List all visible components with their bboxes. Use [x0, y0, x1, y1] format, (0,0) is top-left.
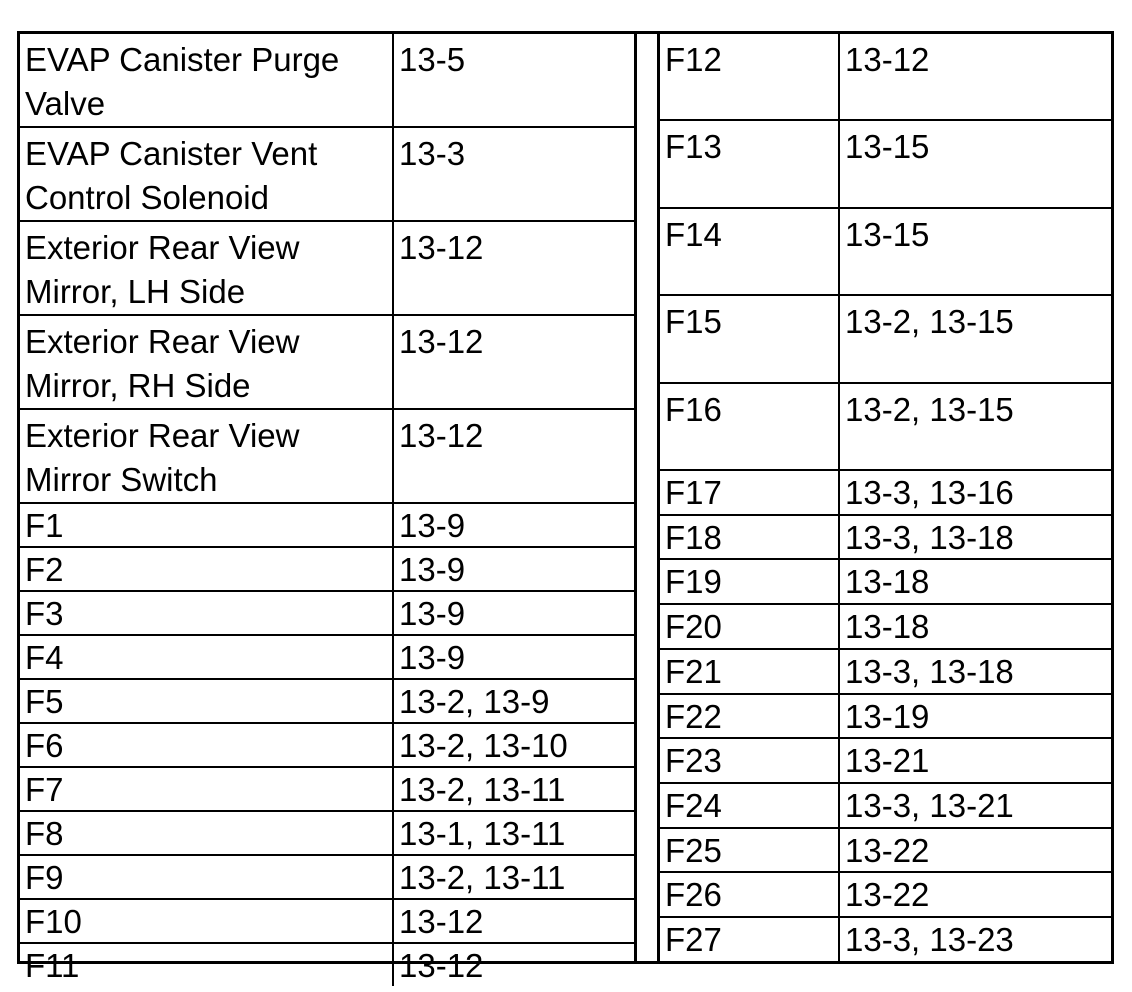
page-reference-cell: 13-15: [839, 208, 1111, 295]
table-row: [660, 120, 1111, 207]
component-name-cell: F26: [660, 872, 839, 917]
component-name-cell: F13: [660, 120, 839, 207]
table-row: [20, 855, 634, 899]
component-name-cell: F22: [660, 694, 839, 739]
table-row: [20, 127, 634, 221]
page-reference-cell: 13-5: [393, 34, 634, 127]
page-reference-cell: 13-2, 13-10: [393, 723, 634, 767]
component-name-cell: Exterior Rear View Mirror, RH Side: [20, 315, 393, 409]
component-name-cell: F19: [660, 559, 839, 604]
table-row: [660, 783, 1111, 828]
left-column-table: [20, 34, 634, 984]
page-reference-cell: 13-12: [839, 34, 1111, 120]
table-row: [660, 604, 1111, 649]
component-name-cell: F18: [660, 515, 839, 560]
component-name-cell: F6: [20, 723, 393, 767]
table-row: [20, 723, 634, 767]
page-reference-cell: 13-3, 13-23: [839, 917, 1111, 961]
table-row: [660, 515, 1111, 560]
page-reference-cell: 13-9: [393, 591, 634, 635]
component-name-cell: F4: [20, 635, 393, 679]
component-name-cell: F7: [20, 767, 393, 811]
page-reference-cell: 13-3, 13-18: [839, 649, 1111, 694]
table-row: [20, 34, 634, 127]
component-name-cell: F20: [660, 604, 839, 649]
component-name-cell: EVAP Canister Vent Control Solenoid: [20, 127, 393, 221]
component-name-cell: Exterior Rear View Mirror Switch: [20, 409, 393, 503]
page-reference-cell: 13-3, 13-16: [839, 470, 1111, 515]
table-row: [20, 503, 634, 547]
page-reference-cell: 13-12: [393, 943, 634, 986]
table-row: [20, 811, 634, 855]
table-row: [660, 649, 1111, 694]
page-reference-cell: 13-18: [839, 559, 1111, 604]
page-reference-cell: 13-3, 13-21: [839, 783, 1111, 828]
table-row: [660, 559, 1111, 604]
index-table: [17, 31, 1114, 984]
table-row: [660, 917, 1111, 961]
page-reference-cell: 13-19: [839, 694, 1111, 739]
table-row: [660, 208, 1111, 295]
component-name-cell: F2: [20, 547, 393, 591]
component-name-cell: F10: [20, 899, 393, 943]
component-name-cell: F5: [20, 679, 393, 723]
component-name-cell: F15: [660, 295, 839, 382]
page-reference-cell: 13-22: [839, 828, 1111, 873]
table-row: [20, 409, 634, 503]
left-table: [20, 34, 634, 986]
page-reference-cell: 13-22: [839, 872, 1111, 917]
page-reference-cell: 13-9: [393, 547, 634, 591]
component-name-cell: Exterior Rear View Mirror, LH Side: [20, 221, 393, 315]
component-name-cell: F3: [20, 591, 393, 635]
page-reference-cell: 13-2, 13-15: [839, 295, 1111, 382]
component-name-cell: F8: [20, 811, 393, 855]
table-row: [660, 383, 1111, 470]
page-reference-cell: 13-12: [393, 899, 634, 943]
table-row: [20, 315, 634, 409]
component-name-cell: F12: [660, 34, 839, 120]
page-reference-cell: 13-21: [839, 738, 1111, 783]
page-reference-cell: 13-12: [393, 409, 634, 503]
page-reference-cell: 13-15: [839, 120, 1111, 207]
table-row: [20, 635, 634, 679]
table-row: [20, 221, 634, 315]
page-reference-cell: 13-18: [839, 604, 1111, 649]
column-divider: [634, 34, 660, 961]
right-table: [660, 34, 1111, 961]
page-reference-cell: 13-2, 13-11: [393, 767, 634, 811]
page-reference-cell: 13-3, 13-18: [839, 515, 1111, 560]
component-name-cell: F23: [660, 738, 839, 783]
table-row: [660, 694, 1111, 739]
table-row: [660, 828, 1111, 873]
component-name-cell: F1: [20, 503, 393, 547]
component-name-cell: EVAP Canister Purge Valve: [20, 34, 393, 127]
component-name-cell: F24: [660, 783, 839, 828]
component-name-cell: F14: [660, 208, 839, 295]
table-row: [20, 943, 634, 986]
component-name-cell: F25: [660, 828, 839, 873]
table-row: [20, 899, 634, 943]
page-reference-cell: 13-3: [393, 127, 634, 221]
page-reference-cell: 13-12: [393, 315, 634, 409]
table-row: [20, 767, 634, 811]
page-reference-cell: 13-2, 13-15: [839, 383, 1111, 470]
component-name-cell: F17: [660, 470, 839, 515]
component-name-cell: F16: [660, 383, 839, 470]
page-reference-cell: 13-9: [393, 635, 634, 679]
page-reference-cell: 13-1, 13-11: [393, 811, 634, 855]
table-row: [660, 295, 1111, 382]
component-name-cell: F27: [660, 917, 839, 961]
table-row: [20, 591, 634, 635]
component-name-cell: F21: [660, 649, 839, 694]
table-row: [20, 547, 634, 591]
page-reference-cell: 13-12: [393, 221, 634, 315]
table-row: [660, 738, 1111, 783]
component-name-cell: F11: [20, 943, 393, 986]
page-reference-cell: 13-9: [393, 503, 634, 547]
page-reference-cell: 13-2, 13-9: [393, 679, 634, 723]
right-column-table: [660, 34, 1111, 961]
component-name-cell: F9: [20, 855, 393, 899]
table-row: [660, 34, 1111, 120]
table-row: [660, 872, 1111, 917]
table-row: [660, 470, 1111, 515]
page-reference-cell: 13-2, 13-11: [393, 855, 634, 899]
table-row: [20, 679, 634, 723]
